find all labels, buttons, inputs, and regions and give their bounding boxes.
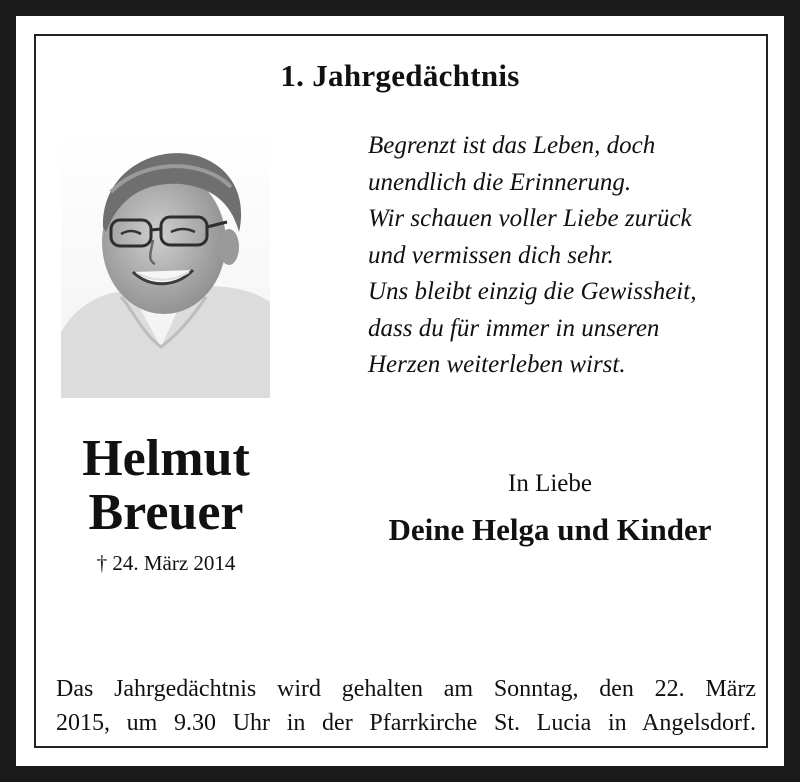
service-announcement — [56, 672, 756, 740]
poem-line: Wir schauen voller Liebe zurück — [368, 205, 692, 232]
service-line: 2015, um 9.30 Uhr in der Pfarrkirche St. Lucia in Angelsdorf. — [56, 710, 756, 736]
first-name: Helmut — [82, 430, 250, 487]
death-date: † 24. März 2014 — [96, 551, 236, 575]
poem-line: Herzen weiterleben wirst. — [368, 351, 626, 378]
deceased-name — [40, 432, 292, 540]
portrait-photo — [61, 132, 270, 398]
signatories: Deine Helga und Kinder — [388, 512, 712, 547]
closing-phrase: In Liebe — [508, 470, 592, 497]
poem-line: Uns bleibt einzig die Gewissheit, — [368, 278, 697, 305]
service-line: Das Jahrgedächtnis wird gehalten am Sonntag, den 22. März — [56, 676, 756, 702]
poem-line: unendlich die Erinnerung. — [368, 168, 632, 196]
poem-line: und vermissen dich sehr. — [368, 241, 614, 269]
memorial-poem — [368, 128, 768, 384]
notice-heading: 1. Jahrgedächtnis — [280, 58, 520, 93]
poem-line: Begrenzt ist das Leben, doch — [368, 132, 656, 159]
last-name: Breuer — [88, 484, 244, 541]
poem-line: dass du für immer in unseren — [368, 314, 660, 342]
